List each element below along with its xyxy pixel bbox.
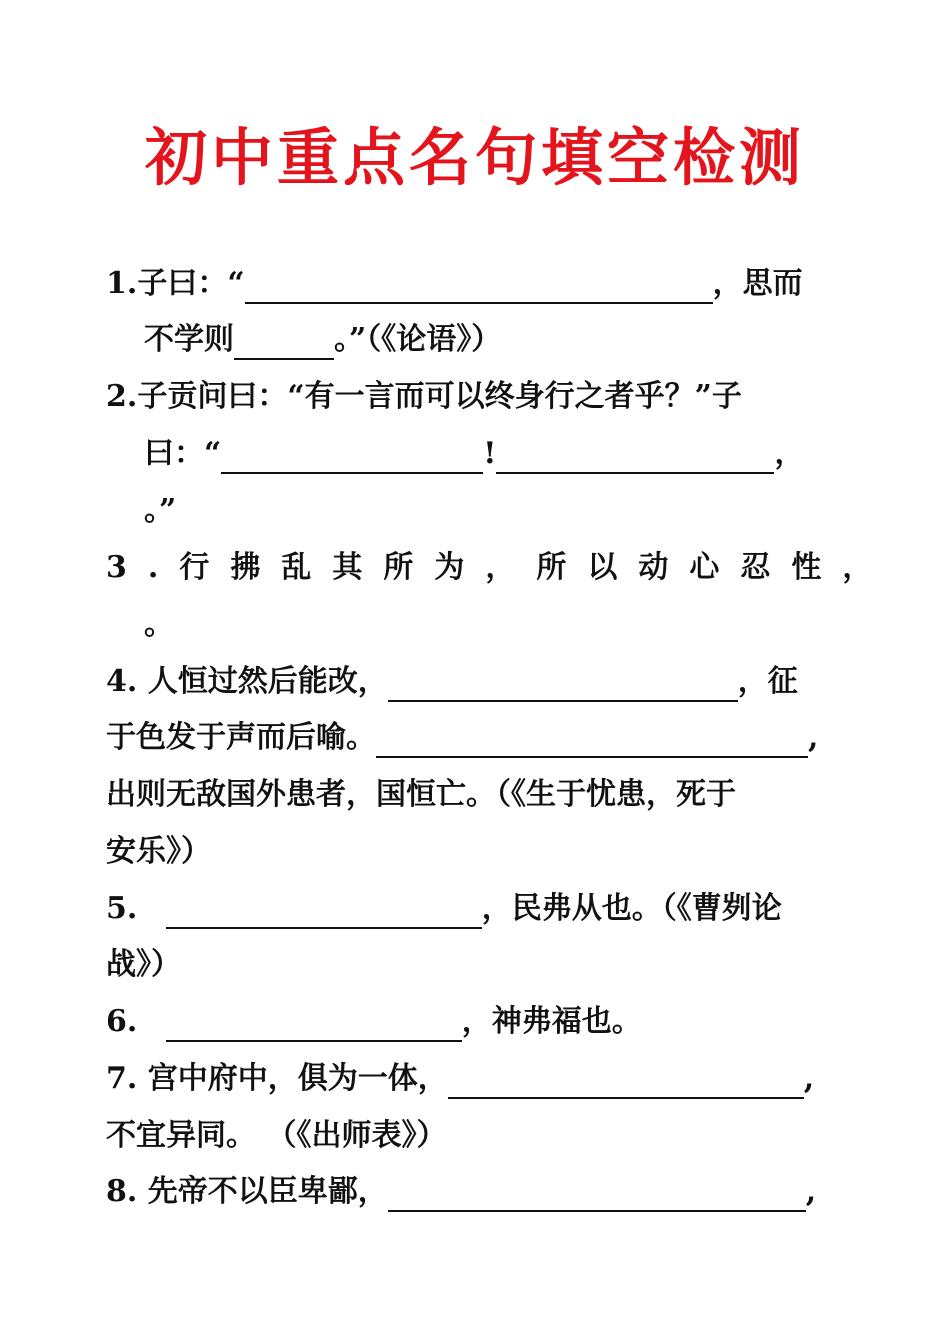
page-title: 初中重点名句填空检测 [144,121,805,194]
question-1-line-2 [144,320,501,360]
question-7-line-2: 不宜异同。 （《出师表》） [106,1118,447,1153]
question-4-line-2 [106,718,818,758]
q6-text-b: ，神弗福也。 [461,1004,642,1039]
q4-text-d: , [808,720,819,755]
answer-blank[interactable] [496,438,774,474]
answer-blank[interactable] [376,722,808,758]
q1-text-c: 不学则 [144,322,234,357]
q4-text-c: 于色发于声而后喻。 [106,720,376,755]
answer-blank[interactable] [245,268,713,304]
question-2-line-1: 2.子贡问曰：“有一言而可以终身行之者乎？”子 [106,379,742,414]
question-3-line-1: 3.行拂乱其所为，所以动心忍性， [106,550,894,585]
q5-text-b: ，民弗从也。（《曹刿论 [481,891,782,926]
question-4-line-3: 出则无敌国外患者，国恒亡。（《生于忧患，死于 [106,777,736,812]
answer-blank[interactable] [221,438,483,474]
question-2-line-3: 。” [144,493,177,528]
q7-text-b: , [803,1061,815,1096]
q2-text-c: ， [774,436,805,471]
answer-blank[interactable] [388,666,738,702]
q2-text-a: 曰：“ [144,436,222,471]
q4-text-a: 4. 人恒过然后能改， [106,664,388,699]
question-6-line-1 [106,1002,642,1042]
answer-blank[interactable] [166,893,482,929]
q1-text-b: ，思而 [712,266,803,301]
q6-text-a: 6. [106,1004,148,1039]
question-5-line-1 [106,889,782,929]
q8-text-a: 8. 先帝不以臣卑鄙， [106,1174,388,1209]
question-1-line-1 [106,264,803,304]
q7-text-a: 7. 宫中府中，俱为一体， [106,1061,448,1096]
q1-text-a: 1.子曰：“ [106,266,245,301]
answer-blank[interactable] [388,1176,806,1212]
question-4-line-1 [106,662,798,702]
question-2-line-2 [144,434,804,474]
q4-text-b: ，征 [737,664,798,699]
question-8-line-1 [106,1172,816,1212]
question-3-line-2: 。 [144,607,174,642]
question-5-line-2: 战》） [106,947,181,982]
q2-text-b: ! [483,436,497,471]
question-4-line-4: 安乐》） [106,834,211,869]
question-7-line-1 [106,1059,814,1099]
q1-text-d: 。”（《论语》） [334,322,502,357]
answer-blank[interactable] [448,1063,804,1099]
q5-text-a: 5. [106,891,148,926]
answer-blank[interactable] [234,324,334,360]
answer-blank[interactable] [166,1006,462,1042]
q8-text-b: , [805,1174,817,1209]
